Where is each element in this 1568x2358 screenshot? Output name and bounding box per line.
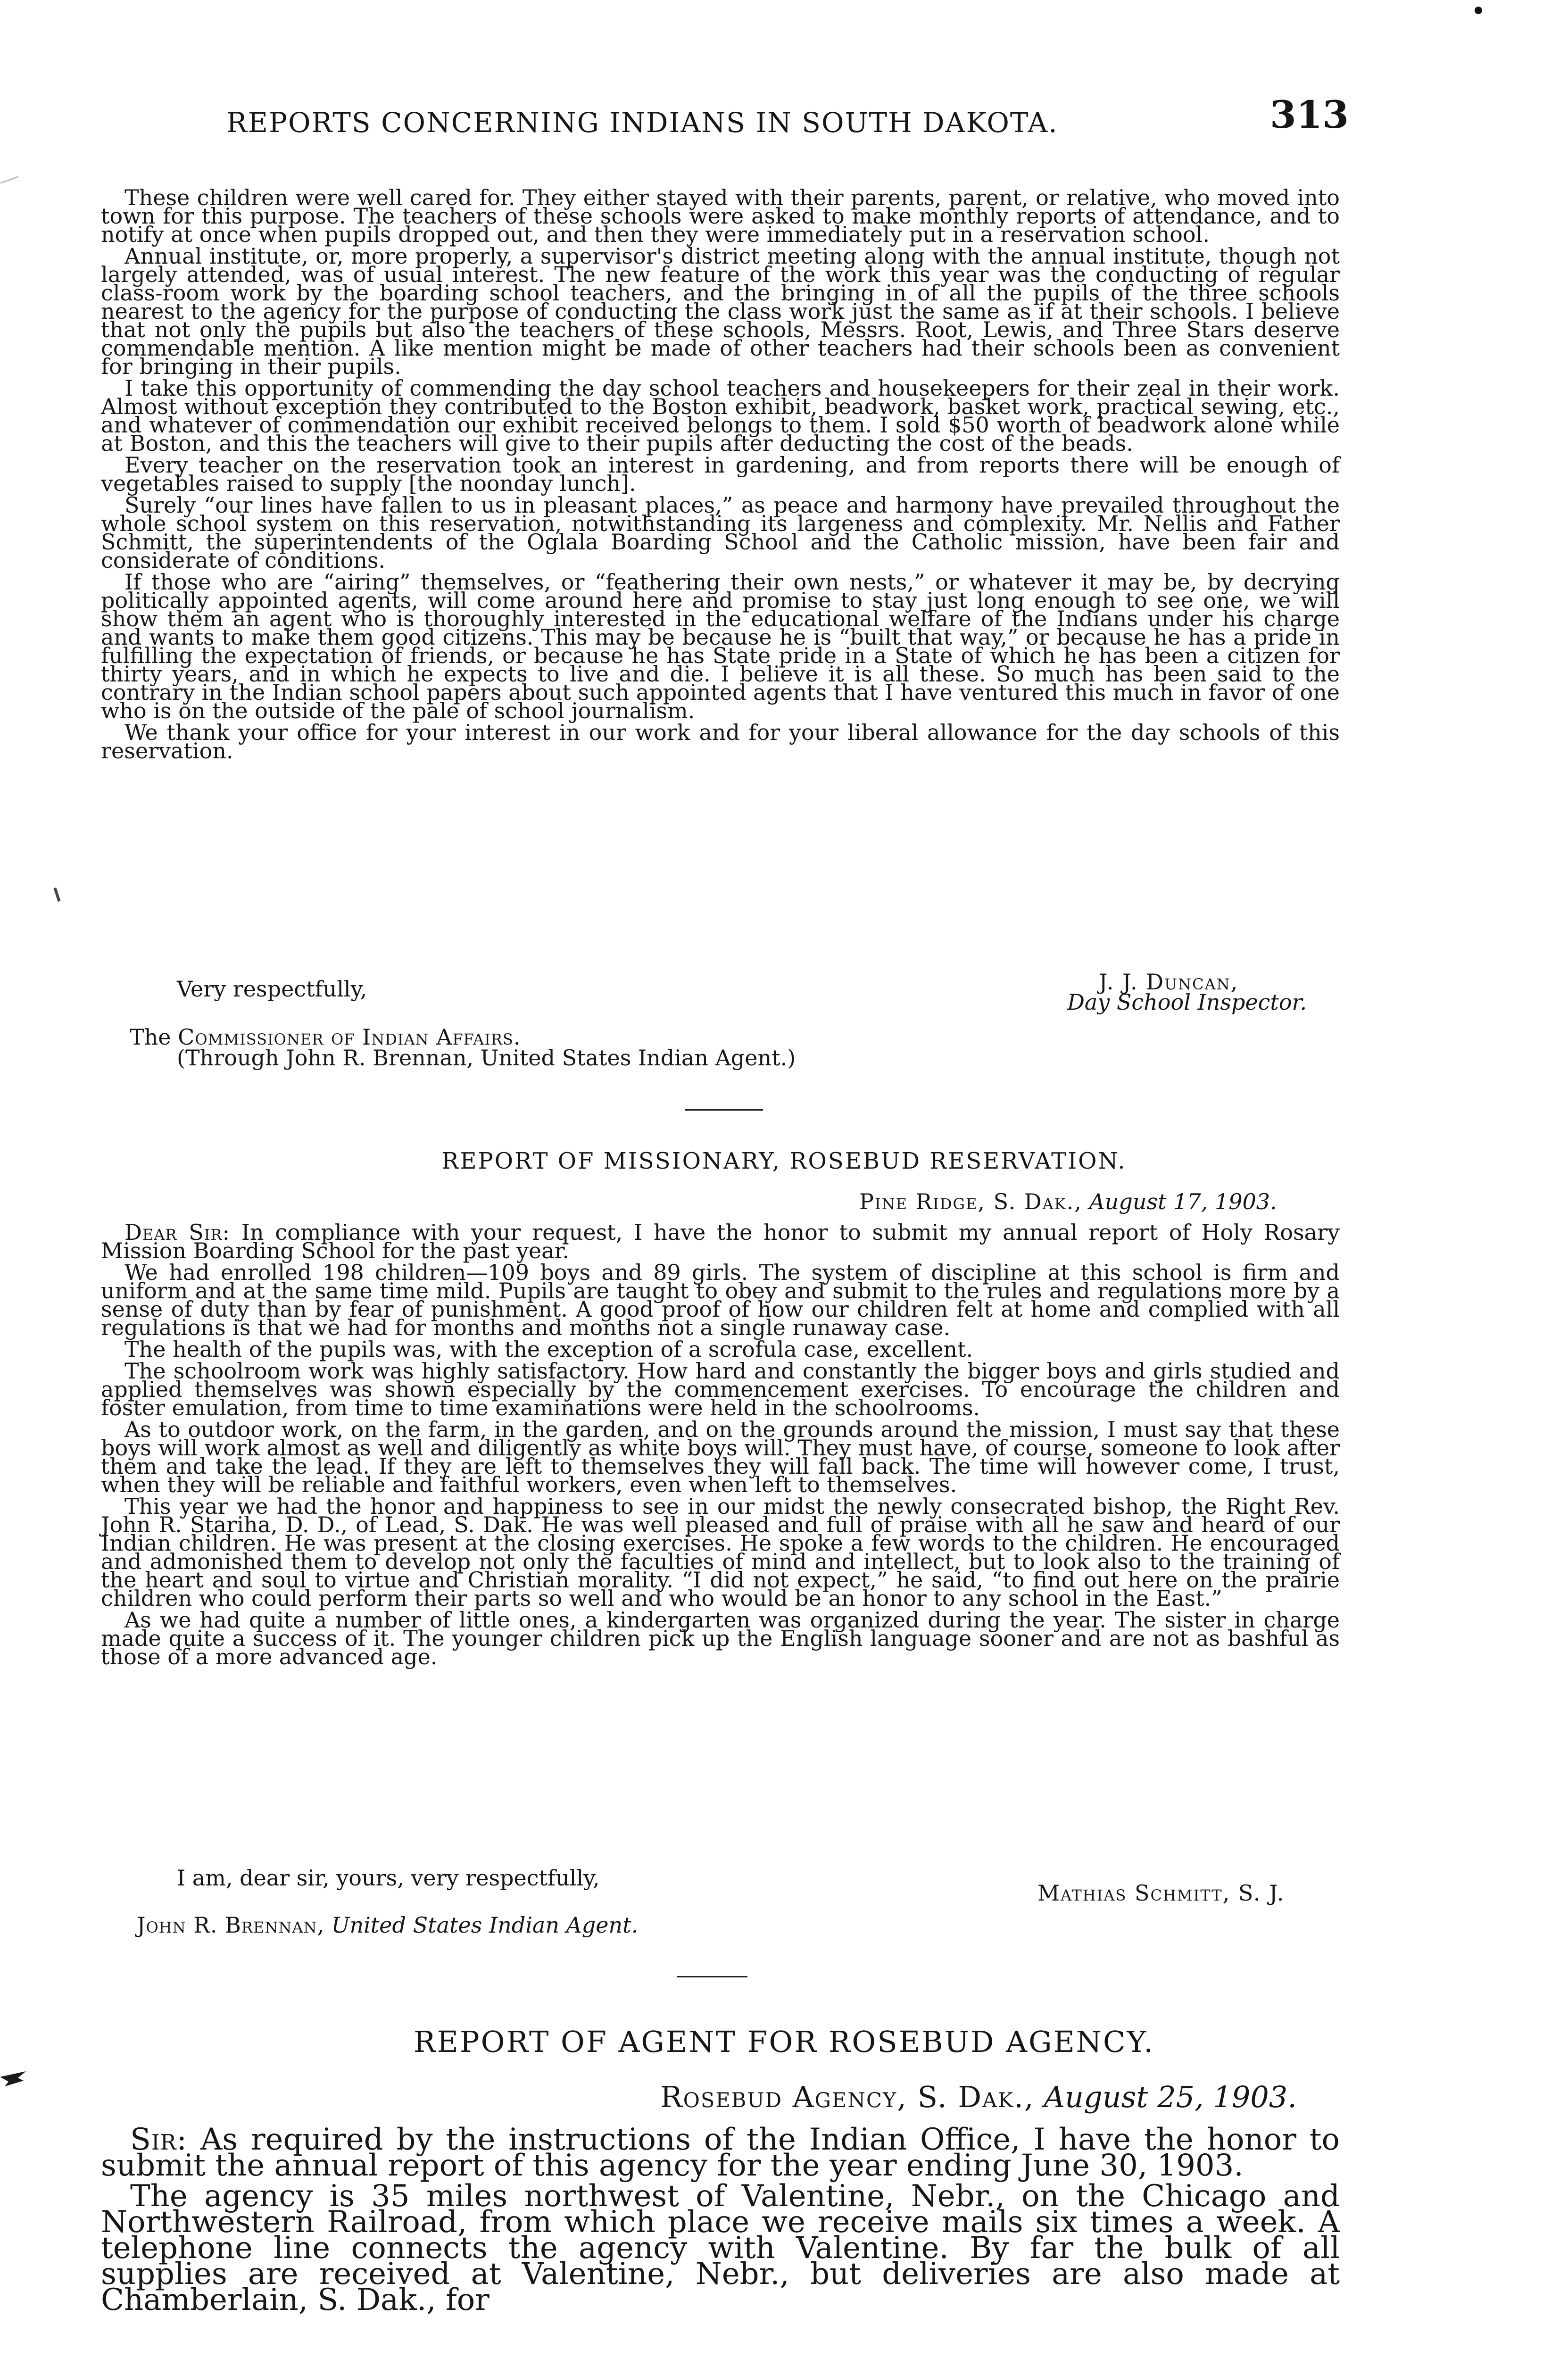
paragraph: This year we had the honor and happiness to see in our midst the newly consecrated bishop, the Right Rev. John R. Stariha, D. D., of Lead, S. Dak. He was well pleased and full of praise with all he saw and heard of our Indian children. He was present at the closing exercises. He spoke a few words to the children. He encouraged and admonished them to develop not only the faculties of mind and intellect, but to look also to the training of the heart and soul to virtue and Christian morality. “I did not expect,” he said, “to find out here on the prairie children who could perform their parts so well and who would be an honor to any school in the East.”: [101, 1494, 1340, 1611]
ink-dot: [1475, 7, 1482, 14]
paragraph-text: In compliance with your request, I have the honor to submit my annual report of Holy Rosary Mission Boarding School for the past year.: [101, 1220, 1340, 1263]
paragraph: If those who are “airing” themselves, or “feathering their own nests,” or whatever it may be, by decrying politically appointed agents, will come around here and promise to stay just long enough to see one, we will show them an agent who is thoroughly interested in the educational welfare of the Indians under his charge and wants to make them good citizens. This may be because he is “built that way,” or because he has a pride in fulfilling the expectation of friends, or because he has State pride in a State of which he has been a citizen for thirty years, and in which he expects to live and die. I believe it is all these. So much has been said to the contrary in the Indian school papers about such appointed agents that I have ventured this much in favor of one who is on the outside of the pale of school journalism.: [101, 569, 1340, 723]
closing: Very respectfully,: [177, 976, 367, 1002]
paragraph: We had enrolled 198 children—109 boys and 89 girls. The system of discipline at this school is firm and uniform and at the same time mild. Pupils are taught to obey and submit to the rules and regulations more by a sense of duty than by fear of punishment. A good proof of how our children felt at home and complied with all regulations is that we had for months and months not a single runaway case.: [101, 1260, 1340, 1340]
section-title: REPORT OF MISSIONARY, ROSEBUD RESERVATION.: [441, 1148, 1127, 1174]
addressee-prefix: The: [130, 1024, 171, 1050]
salutation: Dear Sir:: [124, 1220, 230, 1245]
paragraph: I take this opportunity of commending the day school teachers and housekeepers for their zeal in their work. Almost without exception they contributed to the Boston exhibit, beadwork, basket work, practical sewing, etc., and whatever of commendation our exhibit received belongs to them. I sold $50 worth of beadwork alone while at Boston, and this the teachers will give to their pupils after deducting the cost of the beads.: [101, 375, 1340, 456]
paragraph: [101, 2122, 1340, 2183]
signer-name: Mathias Schmitt, S. J.: [1037, 1880, 1285, 1906]
paragraph: [101, 1220, 1340, 1263]
paragraph: The agency is 35 miles northwest of Valentine, Nebr., on the Chicago and Northwestern Railroad, from which place we receive mails six times a week. A telephone line connects the agency with Valentine. By far the bulk of all supplies are received at Valentine, Nebr., but deliveries are also made at Chamberlain, S. Dak., for: [101, 2179, 1340, 2317]
addressee: [137, 1912, 638, 1938]
paragraph: Annual institute, or, more properly, a supervisor's district meeting along with the annual institute, though not largely attended, was of usual interest. The new feature of the work this year was the conducting of regular class-room work by the boarding school teachers, and the bringing in of all the pupils of the three schools nearest to the agency for the purpose of conducting the class work just the same as if at their schools. I believe that not only the pupils but also the teachers of these schools, Messrs. Root, Lewis, and Three Stars deserve commendable mention. A like mention might be made of other teachers had their schools been as convenient for bringing in their pupils.: [101, 243, 1340, 379]
dateline: [859, 1189, 1277, 1214]
agent-report-body: [101, 2122, 1340, 2317]
scan-mark: [0, 176, 19, 183]
section-rule: [685, 1109, 763, 1111]
paragraph: Every teacher on the reservation took an interest in gardening, and from reports there will be enough of vegetables raised to supply [the noonday lunch].: [101, 452, 1340, 496]
dateline-date: August 25, 1903.: [1044, 2080, 1297, 2114]
torn-paper-fragment: [0, 2067, 28, 2091]
section-title: REPORT OF AGENT FOR ROSEBUD AGENCY.: [413, 2025, 1155, 2059]
margin-tick: [54, 888, 61, 902]
paragraph: Surely “our lines have fallen to us in pleasant places,” as peace and harmony have prevailed throughout the whole school system on this reservation, notwithstanding its largeness and complexity. Mr. Nellis and Father Schmitt, the superintendents of the Oglala Boarding School and the Catholic mission, have been fair and considerate of conditions.: [101, 492, 1340, 573]
addressee-title: United States Indian Agent.: [331, 1912, 639, 1938]
missionary-report-body: [101, 1220, 1340, 1669]
duncan-report-body: [101, 185, 1340, 764]
page-header: [226, 92, 1349, 144]
paragraph-text: As required by the instructions of the Indian Office, I have the honor to submit the annual report of this agency for the year ending June 30, 1903.: [101, 2122, 1340, 2183]
running-head: REPORTS CONCERNING INDIANS IN SOUTH DAKOTA.: [226, 107, 1058, 139]
paragraph: The schoolroom work was highly satisfactory. How hard and constantly the bigger boys and girls studied and applied themselves was shown especially by the commencement exercises. To encourage the children and foster emulation, from time to time examinations were held in the schoolrooms.: [101, 1358, 1340, 1420]
paragraph: We thank your office for your interest in our work and for your liberal allowance for the day schools of this reservation.: [101, 720, 1340, 764]
signer-title: Day School Inspector.: [1067, 989, 1307, 1015]
paragraph: The health of the pupils was, with the exception of a scrofula case, excellent.: [124, 1337, 973, 1362]
paragraph: As we had quite a number of little ones, a kindergarten was organized during the year. The sister in charge made quite a success of it. The younger children pick up the English language sooner and are not as bashful as those of a more advanced age.: [101, 1607, 1340, 1669]
salutation: Sir:: [130, 2122, 188, 2157]
signer-name: J. J. Duncan,: [1099, 969, 1239, 995]
paragraph: These children were well cared for. They either stayed with their parents, parent, or relative, who moved into town for this purpose. The teachers of these schools were asked to make monthly reports of attendance, and to notify at once when pupils dropped out, and then they were immediately put in a reservation school.: [101, 185, 1340, 247]
addressee-main: Commissioner of Indian Affairs.: [178, 1024, 521, 1050]
addressee-name: John R. Brennan,: [137, 1912, 325, 1938]
addressee-through: (Through John R. Brennan, United States Indian Agent.): [177, 1045, 796, 1071]
dateline-place: Rosebud Agency, S. Dak.,: [660, 2080, 1035, 2114]
closing: I am, dear sir, yours, very respectfully,: [177, 1865, 600, 1891]
dateline-place: Pine Ridge, S. Dak.,: [859, 1189, 1082, 1214]
section-rule: [677, 1976, 747, 1977]
dateline-date: August 17, 1903.: [1089, 1189, 1277, 1214]
page-number: 313: [1270, 92, 1349, 137]
paragraph: As to outdoor work, on the farm, in the garden, and on the grounds around the mission, I must say that these boys will work almost as well and diligently as white boys will. They must have, of course, someone to look after them and take the lead. If they are left to themselves they will fall back. The time will however come, I trust, when they will be reliable and faithful workers, even when left to themselves.: [101, 1417, 1340, 1497]
dateline: [660, 2080, 1297, 2114]
